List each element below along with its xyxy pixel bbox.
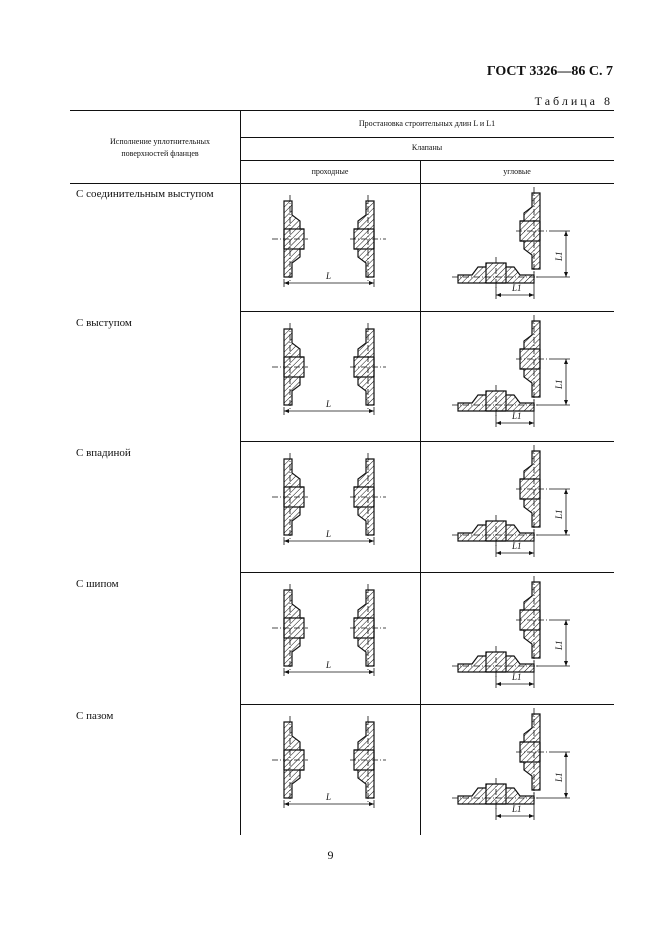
straight-valve-drawing xyxy=(240,441,420,569)
dim-label-l: L xyxy=(326,660,332,670)
angle-valve-drawing xyxy=(420,704,614,832)
document-reference: ГОСТ 3326—86 С. 7 xyxy=(486,64,613,79)
span-header: Простановка строительных длин L и L1 xyxy=(358,119,496,128)
col1-header: Исполнение уплотнительных поверхностей фланцев xyxy=(109,137,210,158)
dim-label-l1-horizontal: L1 xyxy=(512,541,522,551)
sub-header-straight: проходные xyxy=(311,167,349,176)
dim-label-l1-vertical: L1 xyxy=(554,640,564,650)
dim-label-l1-horizontal: L1 xyxy=(512,283,522,293)
straight-valve-drawing xyxy=(240,311,420,439)
dim-label-l: L xyxy=(326,529,332,539)
dim-label-l1-horizontal: L1 xyxy=(512,804,522,814)
row-label-recess: С впадиной xyxy=(76,447,131,459)
table-label: Таблица 8 xyxy=(534,94,613,108)
row-label-groove: С пазом xyxy=(76,710,114,722)
dim-label-l1-vertical: L1 xyxy=(554,772,564,782)
page-number: 9 xyxy=(327,848,334,862)
row-label-raised-face: С соединительным выступом xyxy=(76,188,214,200)
row-label-tongue: С шипом xyxy=(76,578,119,590)
dim-label-l1-vertical: L1 xyxy=(554,379,564,389)
sub-header-angle: угловые xyxy=(503,167,531,176)
dim-label-l: L xyxy=(326,399,332,409)
angle-valve-drawing xyxy=(420,311,614,439)
dim-label-l1-horizontal: L1 xyxy=(512,672,522,682)
row-label-projection: С выступом xyxy=(76,317,132,329)
dim-label-l: L xyxy=(326,271,332,281)
straight-valve-drawing xyxy=(240,183,420,311)
angle-valve-drawing xyxy=(420,183,614,311)
valves-header: Клапаны xyxy=(411,143,443,152)
dim-label-l: L xyxy=(326,792,332,802)
angle-valve-drawing xyxy=(420,572,614,700)
straight-valve-drawing xyxy=(240,572,420,700)
dim-label-l1-vertical: L1 xyxy=(554,251,564,261)
dim-label-l1-vertical: L1 xyxy=(554,509,564,519)
dim-label-l1-horizontal: L1 xyxy=(512,411,522,421)
angle-valve-drawing xyxy=(420,441,614,569)
straight-valve-drawing xyxy=(240,704,420,832)
